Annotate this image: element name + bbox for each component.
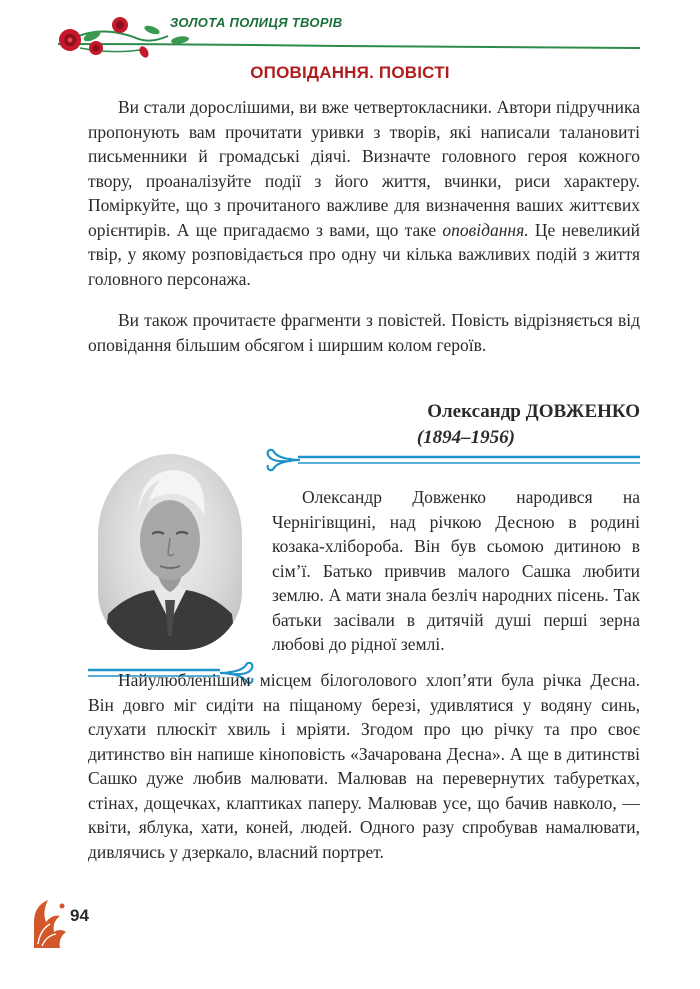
author-portrait [98, 454, 242, 650]
intro-paragraph-2: Ви також прочитаєте фрагменти з повістей. Повість відрізняється від оповідання більшим обсягом і ширшим колом героїв. [88, 310, 640, 355]
author-name: Олександр ДОВЖЕНКО [427, 401, 640, 422]
header-rule [58, 44, 640, 48]
series-title: ЗОЛОТА ПОЛИЦЯ ТВОРІВ [170, 15, 343, 30]
page-number: 94 [70, 906, 89, 925]
rose-icon [89, 41, 103, 55]
rose-bud-icon [138, 45, 151, 59]
rose-icon [59, 29, 81, 51]
header-rose-vine [40, 10, 650, 60]
bio-paragraph-2: Найулюбленішим місцем білоголового хлоп’яти була річка Десна. Він довго міг сидіти на піщаному березі, удивлятися у водяну синь, слухати плюскіт хвиль і мріяти. Згодом про цю річку та про своє дитинство він напише кіноповість «Зачарована Десна». А ще в дитинстві Сашко дуже любив малювати. Малював на перевернутих табуретках, стінах, дощечках, клаптиках паперу. Малював усе, що бачив навколо, — квіти, яблука, хати, коней, людей. Одного разу спробував намалювати, дивлячись у дзеркало, власний портрет. [88, 670, 640, 862]
bio-paragraph-1: Олександр Довженко народився на Чернігівщині, над річкою Десною в родині козака-хлібороба. Він був сьомою дитиною в сім’ї. Батько привчив малого Сашка любити землю. А мати знала безліч народних пісень. Так батьки засівали в дитячій душі перші зерна любові до рідної землі. [272, 487, 640, 654]
term-emphasis: оповідання. [442, 219, 529, 240]
corner-ornament-icon [30, 892, 70, 952]
intro-paragraph-1: Ви стали дорослішими, ви вже четвертокласники. Автори підручника пропонують вам прочитати уривки з творів, які написали талановиті письменники й громадські діячі. Визначте головного героя кожного твору, проаналізуйте події з його життя, вчинки, риси характеру. Поміркуйте, що з прочитаного важливе для визначення ваших життєвих орієнтирів. А ще пригадаємо з вами, що таке оповідання. Це невеликий твір, у якому розповідається про одну чи кілька важливих подій з життя головного персонажа. [88, 97, 641, 289]
ornament-rule-top [264, 448, 644, 474]
section-title: ОПОВІДАННЯ. ПОВІСТІ [250, 63, 450, 82]
scroll-swirl-icon [268, 450, 300, 470]
author-years: (1894–1956) [416, 427, 515, 448]
rose-icon [112, 17, 128, 33]
